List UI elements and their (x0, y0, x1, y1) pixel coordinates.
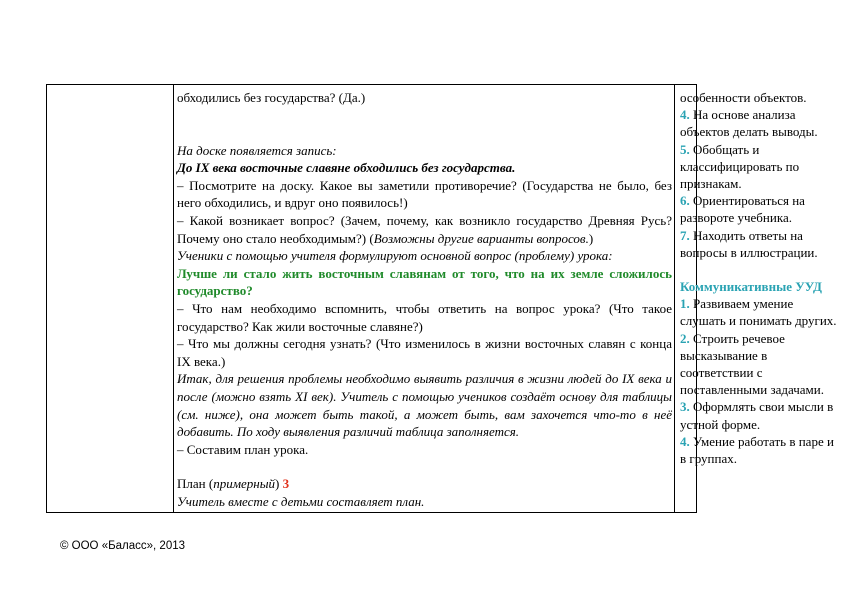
line-1: обходились без государства? (Да.) (177, 90, 366, 105)
itak-paragraph: Итак, для решения проблемы необходимо выявить различия в жизни людей до IX века и после (можно взять XI век). Учитель с помощью учеников создаёт основу для таблицы (см. ниже), она может быть такой, а может быть, вам захочется что-то в неё добавить. По ходу выявления различий таблица заполняется. (177, 371, 672, 440)
communicative-heading: Коммуникативные УУД (680, 279, 822, 295)
plan-number: 3 (282, 476, 290, 492)
question-learn: – Что мы должны сегодня узнать? (Что изменилось в жизни восточных славян с конца IX века.) (177, 336, 672, 369)
skill-item: 5. Обобщать и классифицировать по признакам. (680, 141, 800, 192)
question-arises: – Какой возникает вопрос? (Зачем, почему, как возникло государство Древняя Русь? Почему оно стало необходимым?) (Возможны другие варианты вопросов.) (177, 212, 672, 246)
question-remember: – Что нам необходимо вспомнить, чтобы ответить на вопрос урока? (Что такое государство? Как жили восточные славяне?) (177, 300, 672, 334)
skill-item: 6. Ориентироваться на развороте учебника. (680, 193, 805, 226)
students-formulate: Ученики с помощью учителя формулируют основной вопрос (проблему) урока: (177, 248, 613, 264)
column-divider-2 (674, 85, 675, 512)
skill-item: 4. На основе анализа объектов делать выводы. (680, 107, 818, 140)
copyright-footer: © ООО «Баласс», 2013 (60, 540, 186, 552)
skill-item: 4. Умение работать в паре и в группах. (680, 433, 834, 467)
skill-item: 2. Строить речевое высказывание в соответствии с поставленными задачами. (680, 330, 824, 398)
skill-item: 3. Оформлять свои мысли в устной форме. (680, 399, 834, 432)
column-divider-1 (173, 85, 174, 512)
skills-line-0: особенности объектов. (680, 90, 807, 105)
plan-line: План (примерный) 3 (177, 476, 290, 492)
board-text: До IX века восточные славяне обходились без государства. (177, 160, 516, 176)
activity-column (177, 89, 672, 510)
board-intro: На доске появляется запись: (177, 142, 337, 158)
skills-column (680, 89, 840, 467)
main-lesson-question: Лучше ли стало жить восточным славянам от того, что на их земле сложилось государство? (177, 265, 672, 299)
skill-item: 1. Развиваем умение слушать и понимать других. (680, 296, 837, 329)
plan-command: – Составим план урока. (177, 441, 309, 457)
skill-item: 7. Находить ответы на вопросы в иллюстрации. (680, 227, 818, 260)
question-contradiction: – Посмотрите на доску. Какое вы заметили противоречие? (Государства не было, без него обходились, и вдруг оно появилось!) (177, 177, 672, 211)
lesson-table (46, 84, 837, 513)
teacher-plan: Учитель вместе с детьми составляет план. (177, 493, 425, 509)
